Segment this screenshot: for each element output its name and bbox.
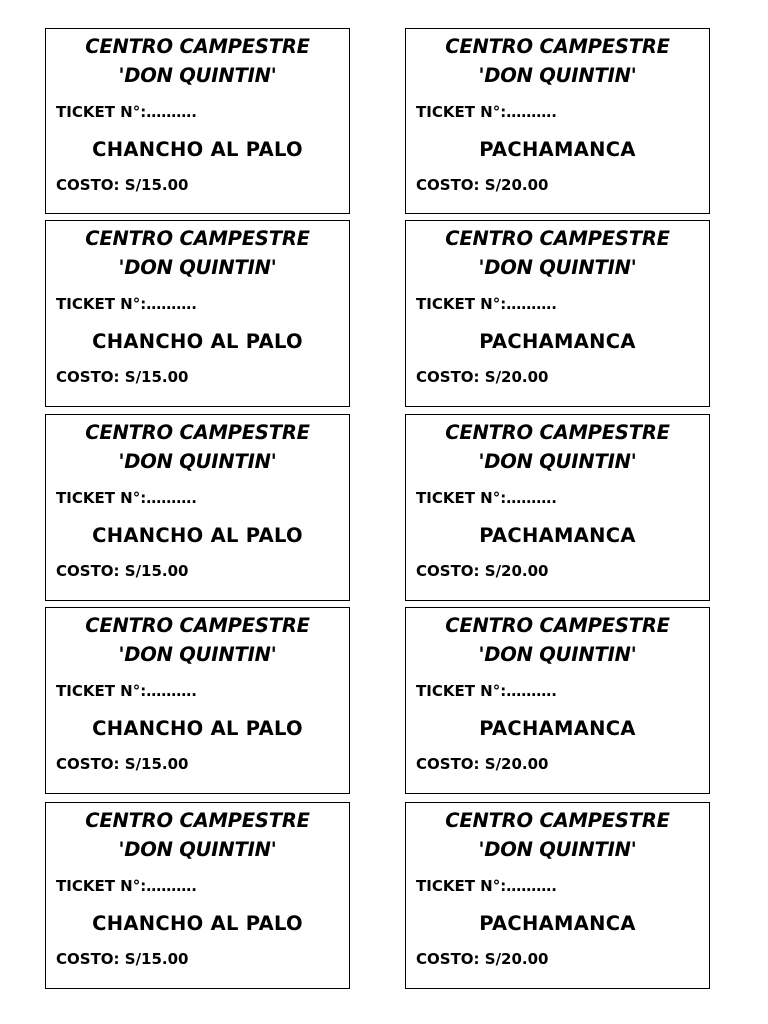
ticket-title-line1: CENTRO CAMPESTRE [445,421,670,444]
ticket-title-line2: 'DON QUINTIN' [478,256,637,279]
ticket-pachamanca [405,414,710,601]
ticket-title-line1: CENTRO CAMPESTRE [445,809,670,832]
ticket-pachamanca [405,802,710,989]
ticket-pachamanca [405,220,710,407]
ticket-title [406,32,709,90]
ticket-title [406,611,709,669]
ticket-cost: COSTO: S/20.00 [416,562,549,580]
ticket-dish: CHANCHO AL PALO [92,717,303,740]
ticket-title-line1: CENTRO CAMPESTRE [445,35,670,58]
ticket-chancho-al-palo [45,802,350,989]
ticket-title-line1: CENTRO CAMPESTRE [85,421,310,444]
ticket-title-line2: 'DON QUINTIN' [478,643,637,666]
ticket-dish: CHANCHO AL PALO [92,524,303,547]
ticket-number: TICKET N°:………. [56,682,197,700]
ticket-title-line2: 'DON QUINTIN' [118,450,277,473]
ticket-number: TICKET N°:………. [416,103,557,121]
ticket-chancho-al-palo [45,414,350,601]
ticket-number: TICKET N°:………. [56,103,197,121]
ticket-dish: CHANCHO AL PALO [92,912,303,935]
ticket-number: TICKET N°:………. [416,489,557,507]
ticket-dish: PACHAMANCA [479,912,636,935]
ticket-title-line2: 'DON QUINTIN' [118,64,277,87]
ticket-title-line1: CENTRO CAMPESTRE [85,614,310,637]
ticket-dish: CHANCHO AL PALO [92,138,303,161]
ticket-title [46,611,349,669]
ticket-dish: PACHAMANCA [479,717,636,740]
ticket-title-line2: 'DON QUINTIN' [118,838,277,861]
ticket-dish: PACHAMANCA [479,138,636,161]
ticket-title-line1: CENTRO CAMPESTRE [445,614,670,637]
ticket-dish: PACHAMANCA [479,524,636,547]
ticket-cost: COSTO: S/15.00 [56,950,189,968]
ticket-chancho-al-palo [45,607,350,794]
ticket-title [46,32,349,90]
ticket-cost: COSTO: S/15.00 [56,562,189,580]
ticket-title [406,224,709,282]
ticket-title-line2: 'DON QUINTIN' [478,64,637,87]
ticket-number: TICKET N°:………. [416,295,557,313]
ticket-title-line1: CENTRO CAMPESTRE [85,35,310,58]
ticket-number: TICKET N°:………. [56,489,197,507]
ticket-cost: COSTO: S/15.00 [56,176,189,194]
ticket-title-line2: 'DON QUINTIN' [478,838,637,861]
ticket-cost: COSTO: S/20.00 [416,950,549,968]
ticket-pachamanca [405,28,710,214]
ticket-title-line1: CENTRO CAMPESTRE [85,227,310,250]
ticket-title [46,224,349,282]
ticket-title-line2: 'DON QUINTIN' [478,450,637,473]
ticket-cost: COSTO: S/15.00 [56,368,189,386]
ticket-title [46,806,349,864]
ticket-dish: CHANCHO AL PALO [92,330,303,353]
ticket-number: TICKET N°:………. [416,877,557,895]
ticket-dish: PACHAMANCA [479,330,636,353]
ticket-title-line1: CENTRO CAMPESTRE [445,227,670,250]
ticket-pachamanca [405,607,710,794]
ticket-cost: COSTO: S/15.00 [56,755,189,773]
ticket-title-line2: 'DON QUINTIN' [118,643,277,666]
ticket-title [406,806,709,864]
ticket-title [406,418,709,476]
ticket-cost: COSTO: S/20.00 [416,176,549,194]
ticket-cost: COSTO: S/20.00 [416,755,549,773]
ticket-title-line2: 'DON QUINTIN' [118,256,277,279]
ticket-title [46,418,349,476]
ticket-number: TICKET N°:………. [56,877,197,895]
ticket-number: TICKET N°:………. [416,682,557,700]
ticket-cost: COSTO: S/20.00 [416,368,549,386]
ticket-title-line1: CENTRO CAMPESTRE [85,809,310,832]
ticket-number: TICKET N°:………. [56,295,197,313]
ticket-chancho-al-palo [45,28,350,214]
ticket-chancho-al-palo [45,220,350,407]
